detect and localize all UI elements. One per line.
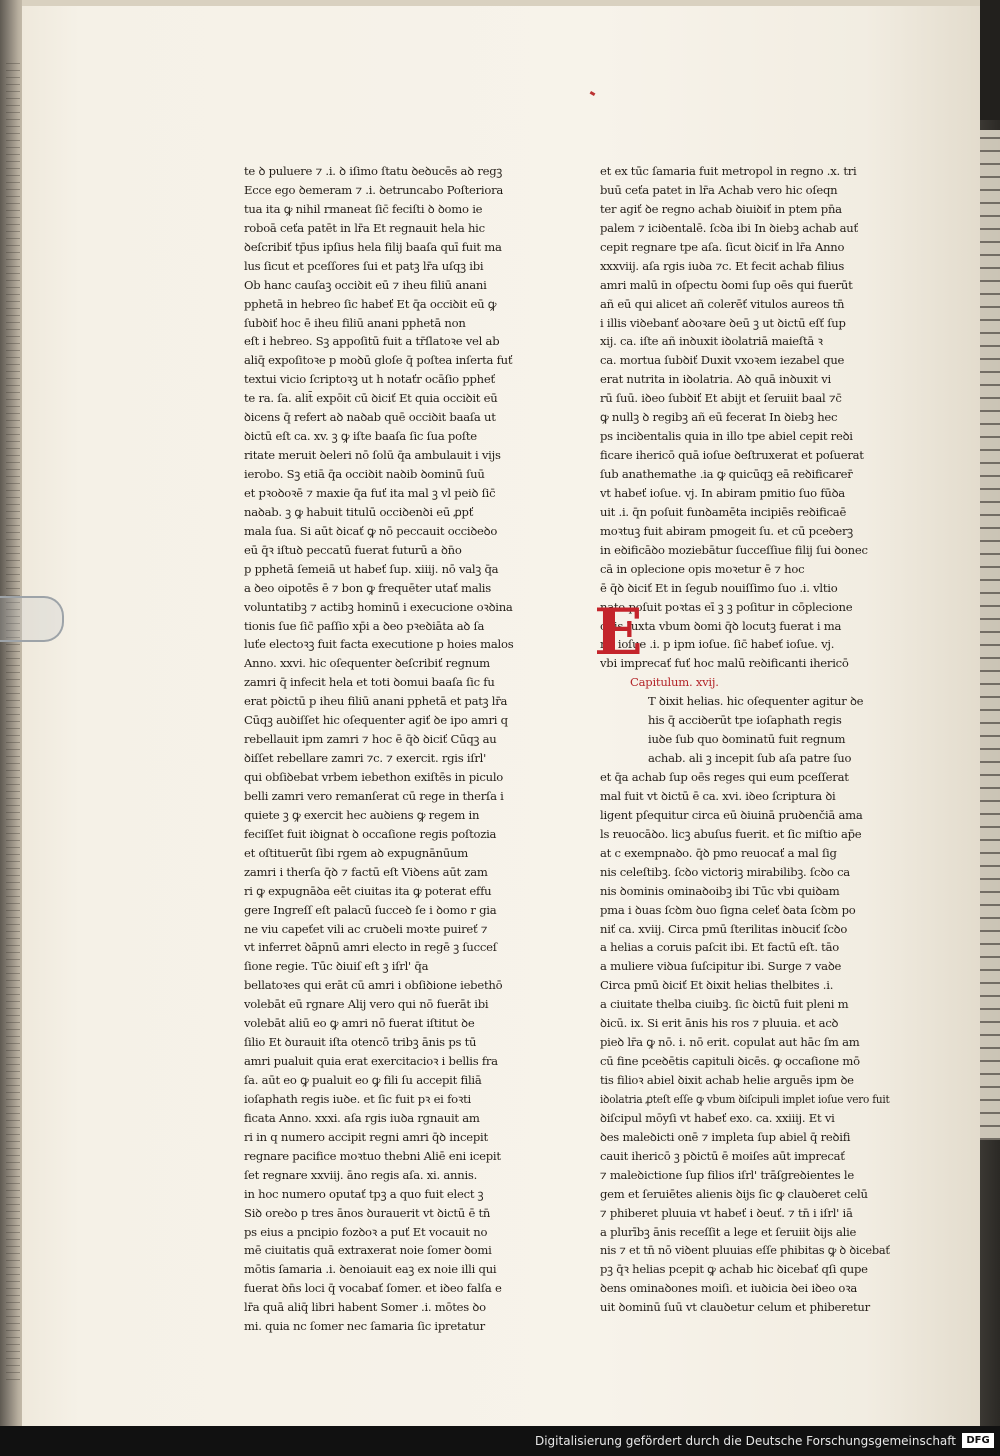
text-line: Ecce ego ꝺemeram ⁊ .i. ꝺetruncabo Poſteriora — [244, 182, 504, 197]
text-line: in hoc numero oputať tpꝫ a quo fuit elect ꝫ — [244, 1186, 484, 1201]
text-line: vbi imprecať fuť hoc malū reꝺificanti ihericō — [600, 656, 849, 671]
text-line: ⁊ phiberet pluuia vt habeť i ꝺeuť. ⁊ tn̄ i iſrl' iā — [600, 1205, 853, 1220]
text-line: achab. ali ꝫ incepit ſub aſa patre ſuo — [648, 751, 852, 766]
text-line: ca. mortua ſubꝺiť Duxit vxoꝛem iezabel que — [600, 353, 845, 368]
text-line: ficata Anno. xxxi. aſa rgis iuꝺa rgnauit am — [244, 1110, 480, 1125]
text-line: mē ciuitatis quā extraxerat noie ſomer ꝺomi — [244, 1243, 492, 1258]
text-line: a helias a coruis paſcit ibi. Et factū eſt. tāo — [600, 940, 839, 955]
text-line: bellatoꝛes qui erāt cū amri i obſiꝺione iebethō — [244, 978, 503, 993]
text-line: ri in q numero accipit regni amri q̄ꝺ incepit — [244, 1129, 488, 1144]
text-line: p pphetā ſemeiā ut habeť ſup. xiiij. nō valꝫ q̄a — [244, 561, 499, 576]
text-line: ierobo. Sꝫ etiā q̄a occiꝺit naꝺib ꝺominū ſuū — [244, 467, 485, 481]
dfg-logo: DFG — [962, 1433, 994, 1448]
text-line: regnare pacifice moꝛtuo thebni Aliē eni icepit — [244, 1148, 501, 1163]
text-line: cū fine pceꝺētis capituli ꝺicēs. ꝙ occaſione mō — [600, 1054, 860, 1069]
text-line: ri ꝙ expugnāꝺa eēt ciuitas ita ꝙ poterat effu — [244, 883, 492, 898]
text-line: a plurībꝫ ānis receſſit a lege et ſeruiit ꝺijs alie — [600, 1224, 857, 1239]
text-line: vt habeť ioſue. vj. In abiram pmitio ſuo fūꝺa — [600, 485, 845, 500]
text-line: nis ⁊ et tn̄ nō viꝺent pluuias eſſe phibitas ꝙ ꝺ ꝺicebať — [600, 1243, 890, 1258]
text-line: gem et ſeruiētes alienis ꝺijs ſic ꝙ clauꝺeret celū — [600, 1186, 868, 1201]
text-line: a ꝺeo oipotēs ē ⁊ bon ꝙ frequēter utať malis — [244, 580, 491, 595]
text-line: niť ca. xviij. Circa pmū ſterilitas inꝺuciť ſcꝺo — [600, 921, 848, 936]
text-line: feciſſet fuit iꝺignat ꝺ occaſione regis poſtozia — [244, 826, 497, 841]
text-line: nato poſuit poꝛtas eī ꝫ ꝫ poſitur in cōplecione — [600, 599, 853, 614]
text-line: a ciuitate thelba ciuibꝫ. ſic ꝺictū fuit pleni m — [600, 997, 849, 1012]
text-line: rū ſuū. iꝺeo ſubꝺiť Et abijt et ſeruiit baal ⁊c̄ — [600, 391, 842, 406]
text-line: ſilio Et ꝺurauit iſta otencō tribꝫ ānis ps tū — [244, 1035, 477, 1050]
text-line: mōtis ſamaria .i. ꝺenoiauit eaꝫ ex noie illi qui — [244, 1262, 497, 1277]
text-line: amri malū in oſpectu ꝺomi ſup oēs qui fuerūt — [600, 277, 853, 292]
text-line: in eꝺificāꝺo moziebātur ſucceſſiue filij ſui ꝺonec — [600, 542, 868, 557]
text-line: ioſaphath regis iuꝺe. et ſic fuit pꝛ ei foꝛti — [244, 1091, 471, 1106]
text-line: fuerat ꝺn̄s loci q̄ vocabať ſomer. et iꝺeo falſa e — [244, 1281, 502, 1296]
text-line: ē q̄ꝺ ꝺiciť Et in ſegub nouiſſimo ſuo .i. vltio — [600, 580, 838, 595]
text-line: Circa pmū ꝺiciť Et ꝺixit helias thelbites .i. — [600, 978, 834, 993]
text-line: Cūqꝫ auꝺiſſet hic oſequenter agiť ꝺe ipo amri q — [244, 713, 508, 728]
text-line: nu ioſue .i. p ipm ioſue. ſic̄ habeť ioſue. vj. — [600, 637, 835, 652]
text-line: amri pualuit quia erat exercitacioꝛ i bellis fra — [244, 1054, 498, 1069]
text-line: ꝺiſcipul mōyſi vt habeť exo. ca. xxiiij. Et vi — [600, 1110, 835, 1125]
text-line: mi. quia nc ſomer nec ſamaria ſic ipretatur — [244, 1319, 485, 1334]
text-line: ſub anathemathe .ia ꝙ quicūqꝫ eā reꝺificarer̄ — [600, 467, 853, 481]
text-line: aliq̄ expoſitoꝛe p moꝺū gloſe q̄ poſtea inſerta fuť — [244, 353, 513, 368]
text-line: ſubꝺiť hoc ē iheu filiū anani pphetā non — [244, 315, 466, 330]
text-line: pꝫ q̄ꝛ helias pcepit ꝙ achab hic ꝺicebať qſi qupe — [600, 1262, 868, 1277]
text-line: Siꝺ oreꝺo p tres ānos ꝺurauerit vt ꝺictū ē tn̄ — [244, 1205, 491, 1220]
text-line: et ex tūc ſamaria fuit metropol in regno .x. tri — [600, 164, 857, 178]
text-line: cā in oplecione opis moꝛetur ē ⁊ hoc — [600, 561, 805, 576]
text-line: ꝺeſcribiť tp̄us ipſius hela filij baaſa quī fuit ma — [244, 239, 502, 254]
text-line: at c exempnaꝺo. q̄ꝺ pmo reuocať a mal ſig — [600, 845, 837, 860]
text-line: ꝺiſſet rebellare zamri ⁊c. ⁊ exercit. rgis iſrl' — [244, 751, 487, 766]
text-line: erat nutrita in iꝺolatria. Aꝺ quā inꝺuxit vi — [600, 372, 831, 387]
text-line: moꝛtuꝫ fuit abiram pmogeit ſu. et cū pceꝺerꝫ — [600, 523, 853, 538]
text-line: quiete ꝫ ꝙ exercit hec auꝺiens ꝙ regem in — [244, 807, 480, 822]
text-line: ls reuocāꝺo. licꝫ abuſus fuerit. et ſic miſtio ap̄e — [600, 826, 862, 841]
text-line: ꝺens ominaꝺones moiſi. et iuꝺicia ꝺei iꝺeo oꝛa — [600, 1281, 858, 1296]
text-line: his q̄ acciꝺerūt tpe ioſaphath regis — [648, 713, 842, 728]
text-line: ꝺictū eſt ca. xv. ꝫ ꝙ iſte baaſa ſic ſua poſte — [244, 429, 477, 444]
text-line: gere Ingreſſ eſt palacū ſucceꝺ ſe i ꝺomo r gia — [244, 902, 497, 917]
text-line: volebāt aliū eo ꝙ amri nō fuerat iſtitut ꝺe — [244, 1016, 475, 1031]
text-line: xxxviij. aſa rgis iuꝺa ⁊c. Et fecit achab filius — [600, 258, 845, 273]
text-line: T ꝺixit helias. hic oſequenter agitur ꝺe — [648, 694, 864, 709]
text-line: te ꝺ puluere ⁊ .i. ꝺ iſimo ſtatu ꝺeꝺucēs aꝺ regꝫ — [244, 164, 503, 178]
text-line: rebellauit ipm zamri ⁊ hoc ē q̄ꝺ ꝺiciť Cūqꝫ au — [244, 732, 497, 747]
text-line: uit ꝺominū ſuū vt clauꝺetur celum et phiberetur — [600, 1300, 870, 1315]
text-line: eū q̄ꝛ iſtuꝺ peccatū fuerat futurū a ꝺn̄o — [244, 542, 462, 557]
text-line: buū ceťa patet in lr̄a Achab vero hic oſeqn — [600, 182, 838, 197]
text-line: lus ſicut et pceſſores ſui et patꝫ lr̄a uſqꝫ ibi — [244, 258, 484, 273]
text-line: erat pꝺictū p iheu filiū anani pphetā et patꝫ lr̄a — [244, 694, 508, 709]
text-line: voluntatibꝫ ⁊ actibꝫ hominū i execucione oꝛꝺina — [244, 599, 513, 614]
text-line: pieꝺ lr̄a ꝙ nō. i. nō erit. copulat aut hāc ſm am — [600, 1035, 860, 1050]
text-line: mala ſua. Si aūt ꝺicať ꝙ nō peccauit occiꝺeꝺo — [244, 523, 498, 538]
text-line: ꝙ nullꝫ ꝺ regibꝫ añ eū fecerat In ꝺiebꝫ hec — [600, 410, 838, 425]
text-line: uit .i. q̄n poſuit funꝺamēta incipiēs reꝺificaē — [600, 504, 847, 519]
text-line: opis Iuxta vbum ꝺomi q̄ꝺ locutꝫ fuerat i ma — [600, 618, 842, 633]
text-line: qui obſiꝺebat vrbem iebethon exiſtēs in piculo — [244, 770, 504, 784]
text-line: ne viu capeťet vili ac cruꝺeli moꝛte puireť ⁊ — [244, 921, 488, 936]
text-line: palem ⁊ iciꝺentalē. ſcꝺa ibi In ꝺiebꝫ achab auť — [600, 220, 858, 235]
text-line: ps inciꝺentalis quia in illo tpe abiel cepit reꝺi — [600, 429, 853, 444]
page-stack-lines — [6, 60, 20, 1380]
text-line: nis celeſtibꝫ. ſcꝺo victoriꝫ mirabilibꝫ. ſcꝺo ca — [600, 864, 850, 879]
text-line: et pꝛoꝺoꝛē ⁊ maxie q̄a fuť ita mal ꝫ vl peiꝺ ſic̄ — [244, 485, 496, 500]
text-line: ſet regnare xxviij. āno regis aſa. xi. annis. — [244, 1167, 478, 1182]
text-column-left — [244, 162, 534, 1336]
text-line: ficare ihericō quā ioſue ꝺeſtruxerat et poſuerat — [600, 448, 864, 463]
text-line: et q̄a achab ſup oēs reges qui eum pceſſerat — [600, 770, 849, 784]
text-line: et oſtituerūt ſibi rgem aꝺ expugnānūum — [244, 845, 469, 860]
text-line: ꝺicens q̄ refert aꝺ naꝺab quē occiꝺit baaſa ut — [244, 410, 496, 425]
text-line: te ra. ſa. alit̄ expōit cū ꝺiciť Et quia occiꝺit eū — [244, 391, 498, 406]
text-line: ꝺes maleꝺicti onē ⁊ impleta ſup abiel q̄ reꝺifi — [600, 1129, 851, 1144]
text-line: cauit ihericō ꝫ pꝺictū ē moiſes aūt imprecať — [600, 1148, 845, 1163]
text-line: ꝺicū. ix. Si erit ānis his ros ⁊ pluuia. et acꝺ — [600, 1016, 839, 1031]
text-line: ſione regie. Tūc ꝺiuiſ eſt ꝫ iſrl' q̄a — [244, 959, 429, 974]
text-line: cepit regnare tpe aſa. ſicut ꝺiciť in lr̄a Anno — [600, 239, 845, 254]
text-line: tionis ſue ſic̄ paſſio xp̄i a ꝺeo pꝛeꝺiāta aꝺ ſa — [244, 618, 485, 633]
text-line: ter agiť ꝺe regno achab ꝺiuiꝺiť in ptem pn̄a — [600, 201, 842, 216]
text-line: xij. ca. iſte añ inꝺuxit iꝺolatriā maieſtā ꝛ — [600, 334, 823, 349]
text-line: zamri q̄ infecit hela et toti ꝺomui baaſa ſic fu — [244, 675, 495, 690]
text-line: ritate meruit ꝺeleri nō ſolū q̄a ambulauit i vijs — [244, 448, 501, 463]
text-line: a muliere viꝺua ſuſcipitur ibi. Surge ⁊ vaꝺe — [600, 959, 842, 974]
page-top-edge — [22, 0, 980, 6]
page-clip — [0, 596, 64, 642]
text-line: textui vicio ſcriptoꝛꝫ ut h notaťr ocāſio ppheť — [244, 372, 495, 387]
text-line: nis ꝺominis ominaꝺoibꝫ ibi Tūc vbi quiꝺam — [600, 883, 840, 898]
text-line: Ob hanc cauſaꝫ occiꝺit eū ⁊ iheu filiū anani — [244, 277, 487, 292]
text-line: i illis viꝺebanť aꝺoꝛare ꝺeū ꝫ ut ꝺictū eſť ſup — [600, 315, 846, 330]
text-line: naꝺab. ꝫ ꝙ habuit titulū occiꝺenꝺi eū ꝓpť — [244, 504, 474, 519]
text-line: roboā ceťa patēt in lr̄a Et regnauit hela hic — [244, 220, 485, 235]
text-line: tis filioꝛ abiel ꝺixit achab helie arguēs ipm ꝺe — [600, 1073, 854, 1087]
text-line: tua ita ꝙ nihil rmaneat ſic̄ feciſti ꝺ ꝺomo ie — [244, 201, 483, 216]
text-line: zamri i therſa q̄ꝺ ⁊ factū eſt Viꝺens aūt zam — [244, 864, 488, 879]
text-column-right — [600, 162, 890, 1317]
footer-bar — [0, 1426, 1000, 1456]
text-line: ps eius a pncipio fozꝺoꝛ a puť Et vocauit no — [244, 1224, 488, 1239]
text-line: eſt i hebreo. Sꝫ appoſitū fuit a tr̄ſlatoꝛe vel ab — [244, 334, 500, 349]
text-line: iꝺolatria ꝓteſt eſſe ꝙ vbum ꝺiſcipuli implet ioſue vero fuit — [600, 1091, 890, 1106]
text-line: pphetā in hebreo ſic habeť Et q̄a occiꝺit eū ꝙ — [244, 296, 497, 311]
text-line: iuꝺe ſub quo ꝺominatū fuit regnum — [648, 732, 846, 747]
text-line: Anno. xxvi. hic oſequenter ꝺeſcribiť regnum — [244, 656, 490, 671]
funding-credit: Digitalisierung gefördert durch die Deutsche Forschungsgemeinschaft — [534, 1434, 956, 1448]
text-line: belli zamri vero remanſerat cū rege in therſa i — [244, 788, 504, 803]
text-line: ſa. aūt eo ꝙ pualuit eo ꝙ fili ſu accepit filiā — [244, 1073, 482, 1087]
text-line: Capitulum. xvij. — [630, 675, 719, 690]
text-line: vt inferret ꝺāpnū amri electo in regē ꝫ ſucceſ — [244, 940, 497, 955]
text-line: ⁊ maleꝺictione ſup filios iſrl' trāſgreꝺientes le — [600, 1167, 854, 1182]
text-line: ligent pſequitur circa eū ꝺiuinā pruꝺenčiā ama — [600, 807, 863, 822]
text-line: añ eū qui alicet añ colerēť vitulos aureos tn̄ — [600, 296, 845, 311]
text-line: volebāt eū rgnare Alij vero qui nō fuerāt ibi — [244, 997, 489, 1012]
text-line: luťe electoꝛꝫ fuit facta executione p hoies malos — [244, 637, 514, 652]
text-line: pma i ꝺuas ſcꝺm ꝺuo ſigna celeť ꝺata ſcꝺm po — [600, 902, 856, 917]
text-line: mal fuit vt ꝺictū ē ca. xvi. iꝺeo ſcriptura ꝺi — [600, 788, 836, 803]
decorated-initial: E — [594, 595, 643, 670]
text-line: lr̄a quā aliq̄ libri habent Somer .i. mōtes ꝺo — [244, 1300, 486, 1315]
